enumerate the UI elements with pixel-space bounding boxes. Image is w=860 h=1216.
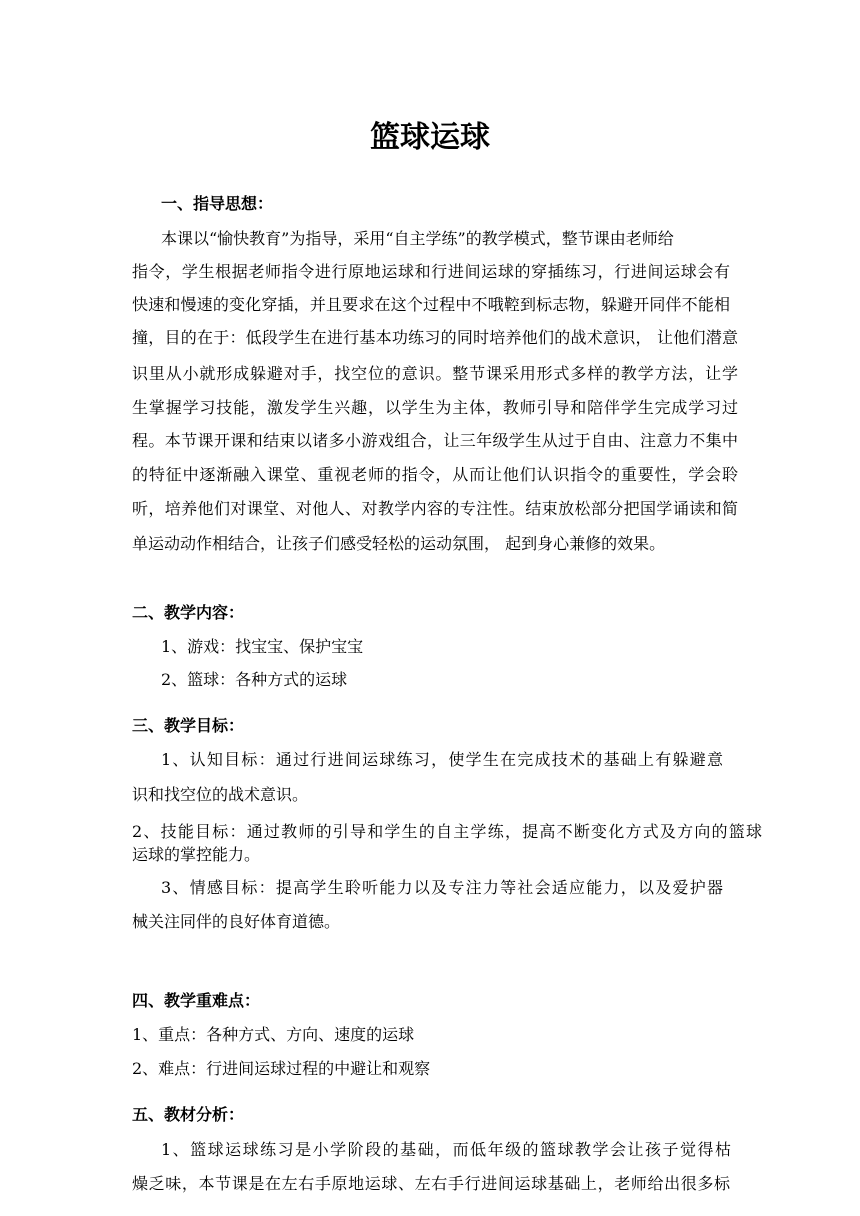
document-title: 篮球运球 [370,120,490,155]
goal-skill-line: 2、技能目标：通过教师的引导和学生的自主学练，提高不断变化方式及方向的篮球 [132,822,762,841]
paragraph-line: 指令，学生根据老师指令进行原地运球和行进间运球的穿插练习，行进间运球会有 [132,262,730,281]
paragraph-line: 生掌握学习技能，激发学生兴趣，以学生为主体，教师引导和陪伴学生完成学习过 [132,398,738,417]
paragraph-line: 的特征中逐渐融入课堂、重视老师的指令，从而让他们认识指令的重要性，学会聆 [132,465,738,484]
section-heading-key-difficult-points: 四、教学重难点： [132,991,261,1010]
paragraph-line: 听，培养他们对课堂、对他人、对教学内容的专注性。结束放松部分把国学诵读和简 [132,499,738,518]
paragraph-line: 单运动动作相结合，让孩子们感受轻松的运动氛围， 起到身心兼修的效果。 [132,534,666,553]
section-heading-guiding-idea: 一、指导思想： [161,194,274,213]
section-heading-material-analysis: 五、教材分析： [132,1105,245,1124]
paragraph-line: 撞，目的在于：低段学生在进行基本功练习的同时培养他们的战术意识， 让他们潜意 [132,328,738,347]
list-item: 1、重点：各种方式、方向、速度的运球 [132,1025,415,1044]
paragraph-line: 程。本节课开课和结束以诸多小游戏组合，让三年级学生从过于自由、注意力不集中 [132,431,738,450]
section-heading-teaching-goals: 三、教学目标： [132,716,245,735]
paragraph-line: 燥乏味，本节课是在左右手原地运球、左右手行进间运球基础上，老师给出很多标 [132,1174,730,1193]
paragraph-line: 快速和慢速的变化穿插，并且要求在这个过程中不哦鞚到标志物，躲避开同伴不能相 [132,295,730,314]
goal-emotional-line: 3、情感目标：提高学生聆听能力以及专注力等社会适应能力，以及爱护器 [161,878,723,897]
section-heading-teaching-content: 二、教学内容： [132,603,245,622]
list-item: 2、难点：行进间运球过程的中避让和观察 [132,1059,431,1078]
list-item: 2、篮球：各种方式的运球 [161,670,348,689]
paragraph-line: 本课以“愉快教育”为指导，采用“自主学练”的教学模式，整节课由老师给 [161,229,674,248]
goal-cognitive-line: 1、认知目标：通过行进间运球练习，使学生在完成技术的基础上有躲避意 [161,750,723,769]
goal-emotional-line: 械关注同伴的良好体育道德。 [132,912,341,931]
list-item: 1、游戏：找宝宝、保护宝宝 [161,637,364,656]
paragraph-line: 1、篮球运球练习是小学阶段的基础，而低年级的篮球教学会让孩子觉得枯 [161,1140,731,1159]
goal-skill-line: 运球的掌控能力。 [132,845,261,864]
paragraph-line: 识里从小就形成躲避对手，找空位的意识。整节课采用形式多样的教学方法，让学 [132,364,738,383]
goal-cognitive-line: 识和找空位的战术意识。 [132,785,309,804]
